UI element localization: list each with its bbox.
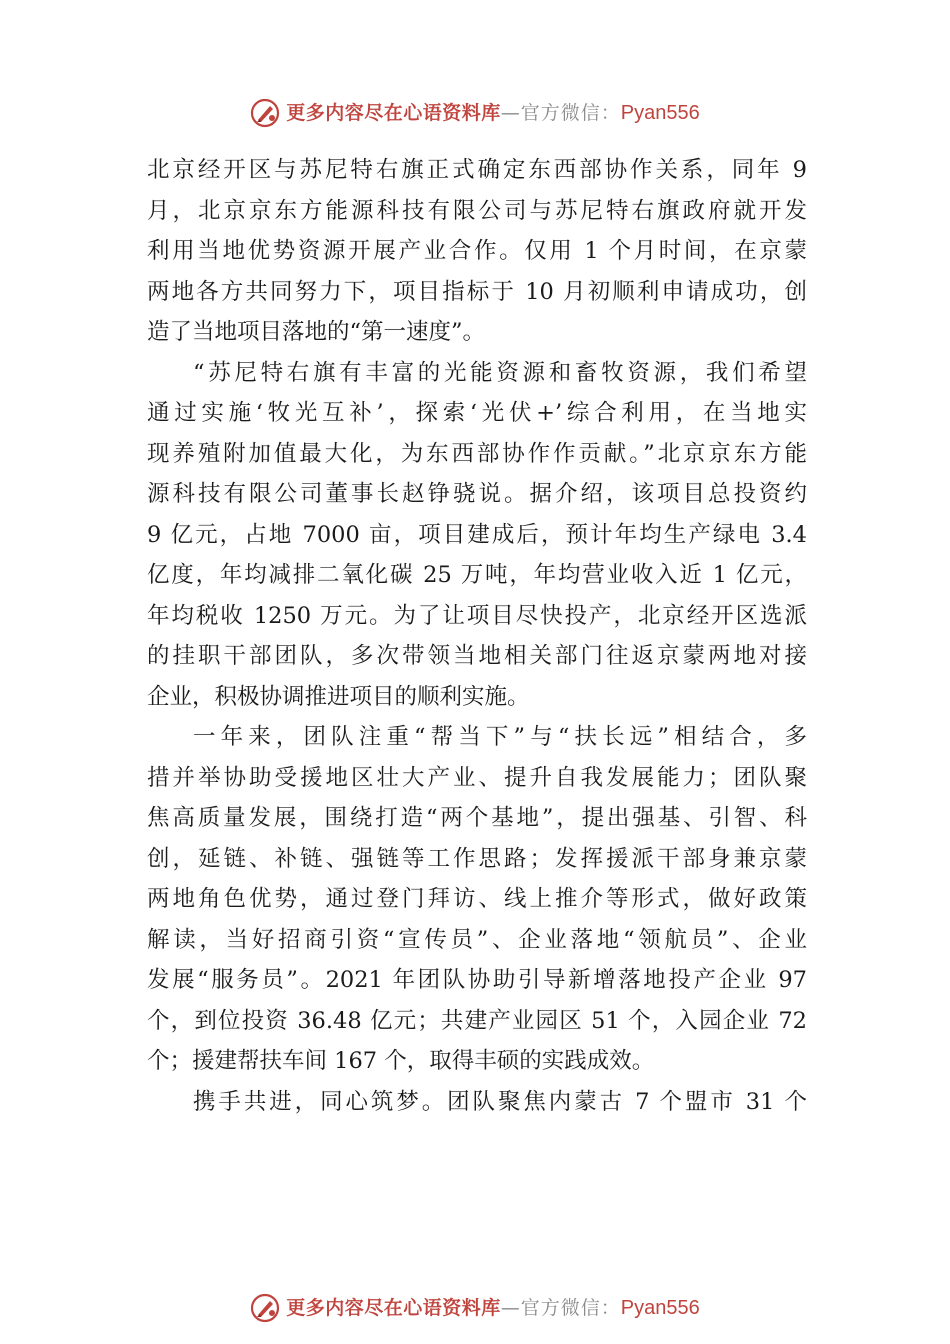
text-line: 解读，当好招商引资“宣传员”、企业落地“领航员”、企业 (147, 926, 807, 953)
text-line: 个；援建帮扶车间 167 个，取得丰硕的实践成效。 (147, 1048, 655, 1074)
text-line: 9 亿元，占地 7000 亩，项目建成后，预计年均生产绿电 3.4 (147, 521, 807, 548)
text-line: 携手共进，同心筑梦。团队聚焦内蒙古 7 个盟市 31 个 (193, 1088, 807, 1115)
text-line: 北京经开区与苏尼特右旗正式确定东西部协作关系，同年 9 (147, 157, 807, 183)
wechat-id: Pyan556 (620, 1297, 700, 1319)
header-banner (0, 98, 950, 128)
text-line: 个，到位投资 36.48 亿元；共建产业园区 51 个，入园企业 72 (147, 1007, 807, 1034)
text-line: 两地角色优势，通过登门拜访、线上推介等形式，做好政策 (147, 886, 807, 912)
pen-seal-logo-icon (250, 1293, 280, 1323)
text-line: 利用当地优势资源开展产业合作。仅用 1 个月时间，在京蒙 (147, 238, 807, 264)
wechat-id: Pyan556 (620, 102, 700, 124)
text-line: 亿度，年均减排二氧化碳 25 万吨，年均营业收入近 1 亿元， (147, 562, 807, 588)
text-line: 的挂职干部团队，多次带领当地相关部门往返京蒙两地对接 (147, 643, 807, 669)
text-line: 年均税收 1250 万元。为了让项目尽快投产，北京经开区选派 (147, 602, 807, 629)
text-line: 两地各方共同努力下，项目指标于 10 月初顺利申请成功，创 (147, 278, 807, 305)
document-body (147, 150, 807, 1122)
text-line: 措并举协助受援地区壮大产业、提升自我发展能力；团队聚 (147, 764, 807, 791)
text-line: 创，延链、补链、强链等工作思路；发挥援派干部身兼京蒙 (147, 845, 807, 872)
text-line: 造了当地项目落地的“第一速度”。 (147, 319, 486, 345)
text-line: 现养殖附加值最大化，为东西部协作作贡献。”北京京东方能 (147, 440, 807, 467)
banner-title: 更多内容尽在心语资料库 (286, 1297, 501, 1319)
text-line: 月，北京京东方能源科技有限公司与苏尼特右旗政府就开发 (147, 197, 807, 224)
text-line: 通过实施‘牧光互补’，探索‘光伏+’综合利用，在当地实 (147, 400, 807, 426)
footer-banner (0, 1293, 950, 1323)
banner-title: 更多内容尽在心语资料库 (286, 102, 501, 124)
banner-subtitle: —官方微信： (500, 1297, 621, 1319)
text-line: 发展“服务员”。2021 年团队协助引导新增落地投产企业 97 (147, 967, 807, 993)
text-line: 源科技有限公司董事长赵铮骁说。据介绍，该项目总投资约 (147, 481, 807, 507)
text-line: 一年来，团队注重“帮当下”与“扶长远”相结合，多 (193, 724, 807, 750)
pen-seal-logo-icon (250, 98, 280, 128)
text-line: 企业，积极协调推进项目的顺利实施。 (147, 683, 530, 710)
text-line: 焦高质量发展，围绕打造“两个基地”，提出强基、引智、科 (147, 805, 807, 831)
banner-subtitle: —官方微信： (500, 102, 621, 124)
text-line: “苏尼特右旗有丰富的光能资源和畜牧资源，我们希望 (193, 359, 807, 386)
